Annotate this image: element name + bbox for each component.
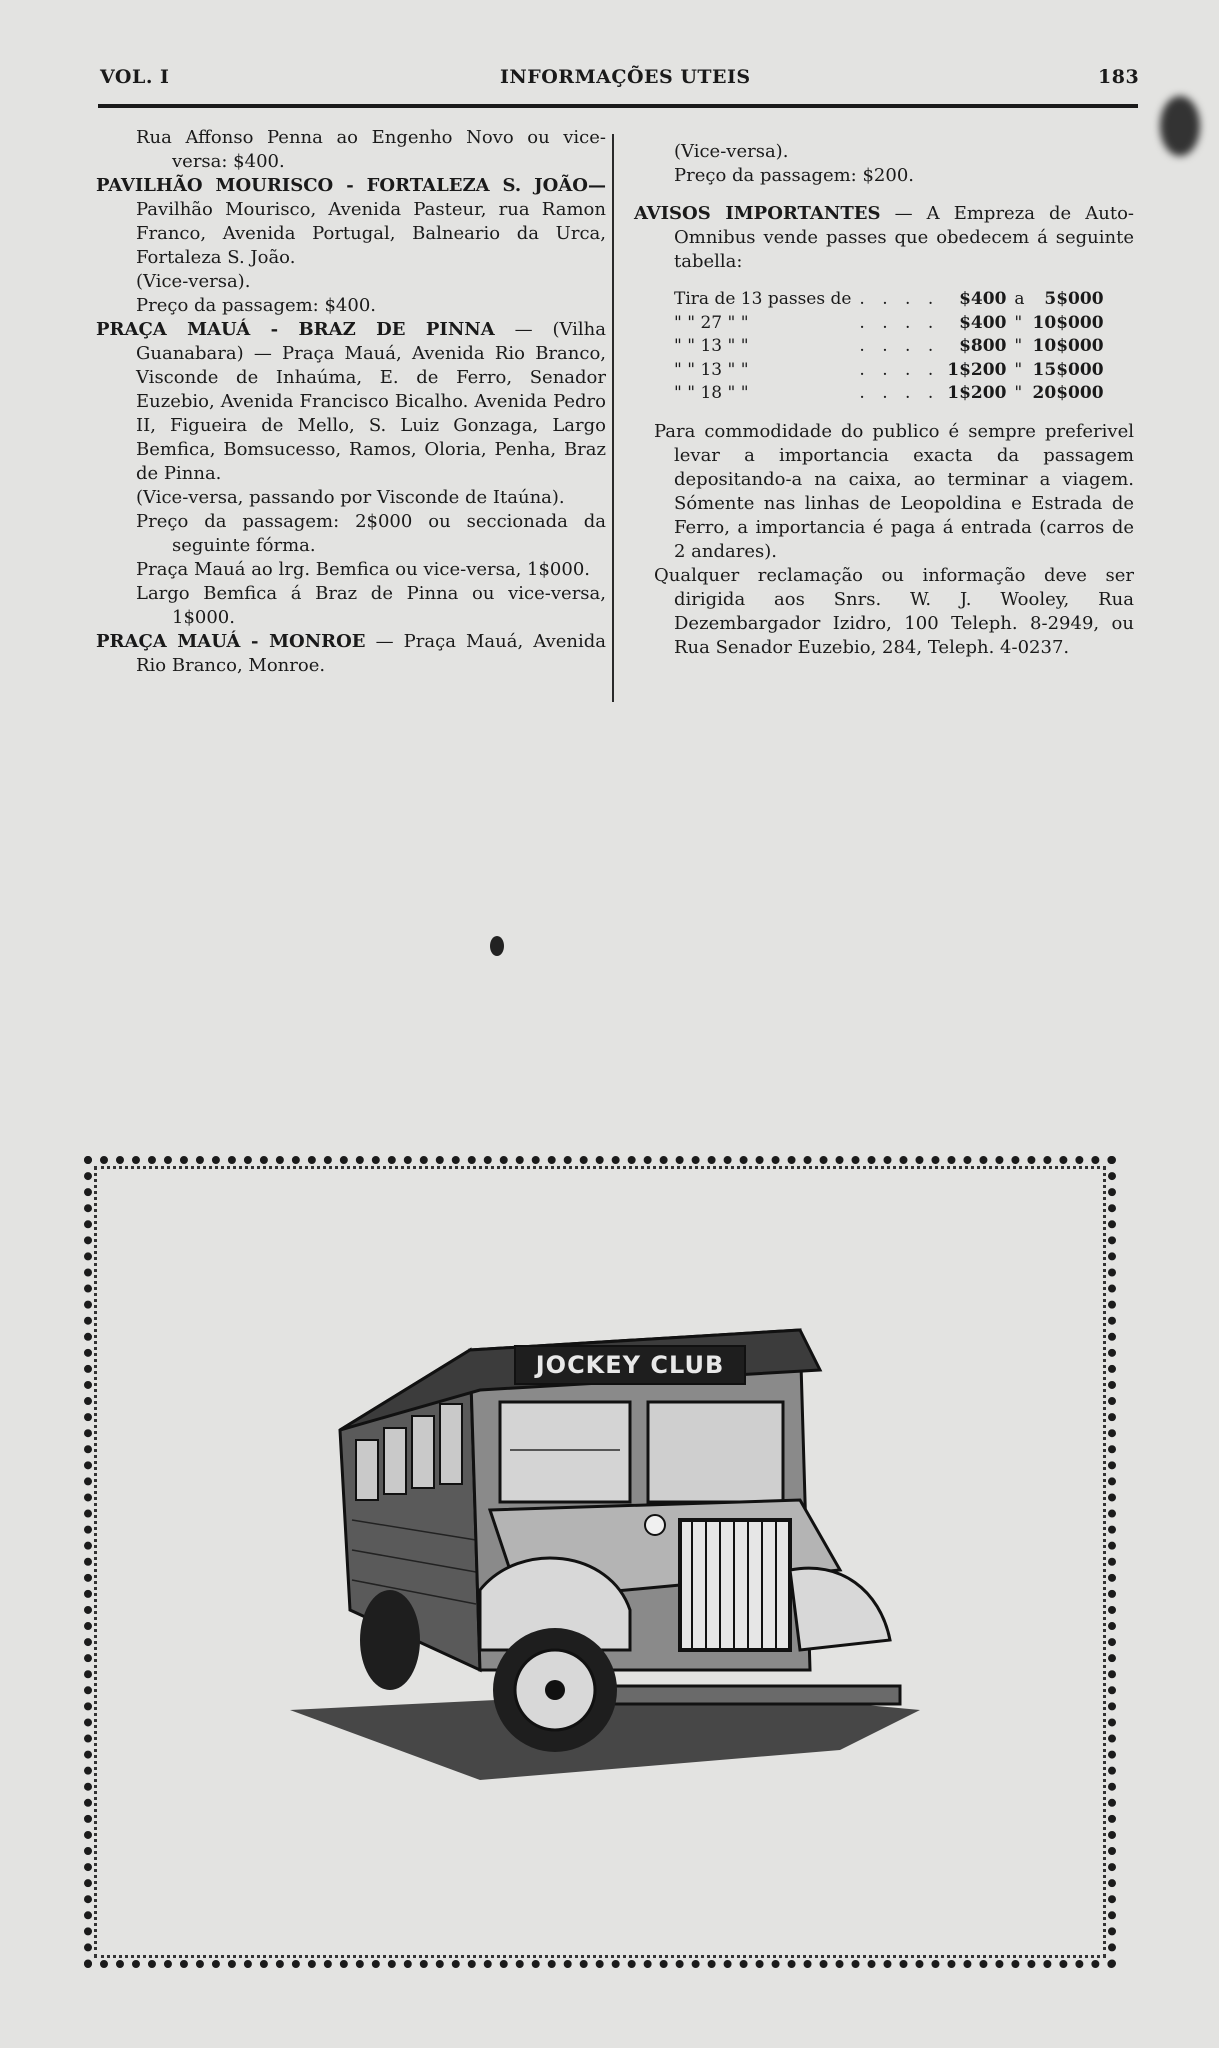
route-section: Largo Bemfica á Braz de Pinna ou vice-versa, 1$000. [136, 583, 606, 628]
fare-sep: " [1014, 359, 1023, 380]
fare-label: Tira de 13 passes de [674, 289, 852, 309]
bus-destination-sign: JOCKEY CLUB [535, 1351, 725, 1379]
route-section: Praça Mauá ao lrg. Bemfica ou vice-versa, 1$000. [136, 559, 591, 580]
notice-text: — A Empreza de Auto-Omnibus vende passes que obedecem á seguinte tabella: [674, 203, 1134, 272]
fare-from: $800 [959, 336, 1007, 356]
route-stops: — Praça Mauá, Avenida Rio Branco, Monroe. [136, 631, 606, 676]
route-title: PRAÇA MAUÁ - MONROE [96, 631, 366, 652]
fare-from: 1$200 [947, 359, 1007, 380]
route-price: Preço da passagem: $200. [674, 165, 915, 186]
section-title: INFORMAÇÕES UTEIS [500, 66, 751, 88]
fare-dots: . . . . [859, 383, 940, 403]
page-number: 183 [1098, 66, 1140, 88]
notice-paragraph: Para commodidade do publico é sempre preferivel levar a importancia exacta da passagem depositando-a na caixa, ao terminar a viagem. Sómente nas linhas de Leopoldina e Estrada de Ferro, a importancia é paga á entrada (carros de 2 andares). [654, 420, 1134, 562]
route-title: PAVILHÃO MOURISCO - FORTALEZA S. JOÃO— [96, 175, 606, 196]
route-title: PRAÇA MAUÁ - BRAZ DE PINNA [96, 319, 495, 340]
route-price: Preço da passagem: 2$000 ou seccionada da seguinte fórma. [136, 511, 606, 556]
fare-from: 1$200 [947, 383, 1007, 403]
fare-from: $400 [959, 312, 1007, 333]
fare-sep: " [1014, 312, 1023, 333]
volume-label: VOL. I [100, 66, 170, 88]
fare-to: 5$000 [1044, 289, 1104, 309]
fare-sep: " [1014, 336, 1023, 356]
fare-label: " " 13 " " [674, 336, 749, 356]
route-entry [96, 318, 606, 630]
right-column [634, 140, 1134, 660]
route-note: (Vice-versa). [136, 271, 251, 292]
scan-smudge [1160, 96, 1200, 156]
fare-dots: . . . . [859, 312, 940, 333]
fare-label: " " 13 " " [674, 359, 749, 380]
left-column [96, 126, 606, 678]
table-row [670, 382, 1108, 406]
route-note: (Vice-versa). [674, 141, 789, 162]
fare-to: 10$000 [1032, 336, 1104, 356]
table-row [670, 359, 1108, 383]
ink-blot [490, 936, 504, 956]
route-entry [96, 174, 606, 318]
column-divider [612, 134, 614, 702]
bus-illustration [280, 1310, 920, 1810]
fare-to: 10$000 [1032, 312, 1104, 333]
fare-table [670, 288, 1108, 406]
route-entry [96, 630, 606, 678]
fare-from: $400 [959, 289, 1007, 309]
fare-dots: . . . . [859, 359, 940, 380]
fare-to: 15$000 [1032, 359, 1104, 380]
fare-sep: a [1014, 289, 1025, 309]
header-rule [98, 104, 1138, 108]
route-stops: — (Vilha Guanabara) — Praça Mauá, Avenida Rio Branco, Visconde de Inhaúma, E. de Ferro, Senador Euzebio, Avenida Francisco Bicalho. Avenida Pedro II, Figueira de Mello, S. Luiz Gonzaga, Largo Bemfica, Bomsucesso, Ramos, Oloria, Penha, Braz de Pinna. [136, 319, 606, 484]
fare-label: " " 27 " " [674, 312, 749, 333]
route-price: Preço da passagem: $400. [136, 295, 377, 316]
notice-title: AVISOS IMPORTANTES [634, 203, 881, 224]
intro-line: Rua Affonso Penna ao Engenho Novo ou vice-versa: $400. [136, 127, 606, 172]
route-stops: Pavilhão Mourisco, Avenida Pasteur, rua Ramon Franco, Avenida Portugal, Balneario da Urca, Fortaleza S. João. [136, 199, 606, 268]
route-note: (Vice-versa, passando por Visconde de Itaúna). [136, 487, 565, 508]
table-row [670, 288, 1108, 312]
table-row [670, 312, 1108, 336]
fare-to: 20$000 [1032, 383, 1104, 403]
fare-dots: . . . . [859, 289, 940, 309]
fare-dots: . . . . [859, 336, 940, 356]
notice-paragraph: Qualquer reclamação ou informação deve ser dirigida aos Snrs. W. J. Wooley, Rua Dezembargador Izidro, 100 Teleph. 8-2949, ou Rua Senador Euzebio, 284, Teleph. 4-0237. [654, 564, 1134, 658]
fare-label: " " 18 " " [674, 383, 749, 403]
table-row [670, 335, 1108, 359]
fare-sep: " [1014, 383, 1023, 403]
